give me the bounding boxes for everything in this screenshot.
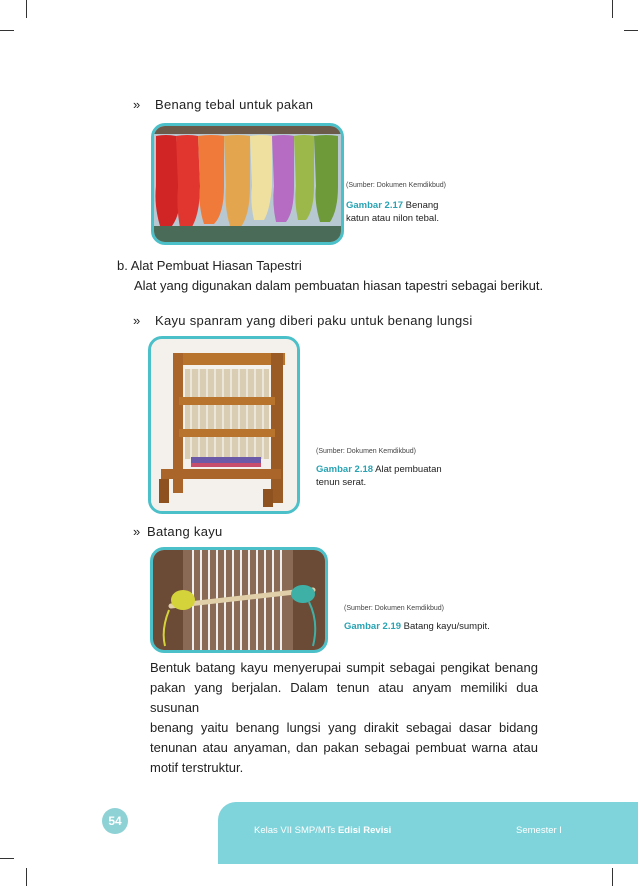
figure-caption: [346, 199, 486, 225]
crop-mark: [26, 868, 27, 886]
section-title: b. Alat Pembuat Hiasan Tapestri: [117, 258, 302, 273]
stick-photo: [150, 547, 328, 653]
section-intro: Alat yang digunakan dalam pembuatan hiasan tapestri sebagai berikut.: [134, 278, 544, 293]
bullet-item-stick: [133, 524, 223, 539]
figure-label: Gambar 2.18: [316, 464, 374, 475]
bullet-text: Benang tebal untuk pakan: [155, 97, 314, 112]
paragraph-line: Bentuk batang kayu menyerupai sumpit sebagai pengikat benang: [150, 660, 538, 675]
crop-mark: [612, 868, 613, 886]
footer-semester: Semester I: [516, 825, 562, 836]
caption-text: Benang: [403, 200, 439, 211]
crop-mark: [0, 858, 14, 859]
paragraph-line: pakan yang berjalan. Dalam tenun atau anyam memiliki dua susunan: [150, 680, 538, 715]
body-paragraph: [150, 658, 538, 778]
crop-mark: [26, 0, 27, 18]
bullet-text: Kayu spanram yang diberi paku untuk benang lungsi: [155, 313, 473, 328]
paragraph-line: motif terstruktur.: [150, 760, 244, 775]
footer-book-title: [254, 825, 391, 836]
figure-source: (Sumber: Dokumen Kemdikbud): [344, 605, 444, 612]
caption-text: tenun serat.: [316, 477, 367, 488]
page-number: 54: [102, 808, 128, 834]
caption-text: Batang kayu/sumpit.: [401, 621, 490, 632]
crop-mark: [0, 30, 14, 31]
book-label: Kelas VII SMP/MTs: [254, 825, 338, 836]
paragraph-line: tenunan atau anyaman, dan pakan sebagai pembuat warna atau: [150, 740, 538, 755]
bullet-mark: »: [133, 313, 141, 328]
figure-label: Gambar 2.19: [344, 621, 402, 632]
figure-caption: [344, 620, 524, 633]
crop-mark: [624, 30, 638, 31]
yarn-illustration: [154, 126, 341, 242]
figure-label: Gambar 2.17: [346, 200, 404, 211]
yarn-photo: [151, 123, 344, 245]
crop-mark: [612, 0, 613, 18]
caption-text: katun atau nilon tebal.: [346, 213, 439, 224]
bullet-item-frame: [133, 313, 473, 328]
loom-photo: [148, 336, 300, 514]
bullet-mark: »: [133, 524, 141, 539]
stick-illustration: [153, 550, 325, 650]
figure-source: (Sumber: Dokumen Kemdikbud): [346, 182, 446, 189]
bullet-text: Batang kayu: [147, 524, 223, 539]
bullet-mark: »: [133, 97, 141, 112]
figure-source: (Sumber: Dokumen Kemdikbud): [316, 448, 416, 455]
edition-label: Edisi Revisi: [337, 825, 392, 836]
bullet-item-yarn: [133, 97, 313, 112]
figure-caption: [316, 463, 466, 489]
paragraph-line: benang yaitu benang lungsi yang dirakit sebagai dasar bidang: [150, 720, 538, 735]
caption-text: Alat pembuatan: [373, 464, 442, 475]
loom-illustration: [151, 339, 297, 511]
